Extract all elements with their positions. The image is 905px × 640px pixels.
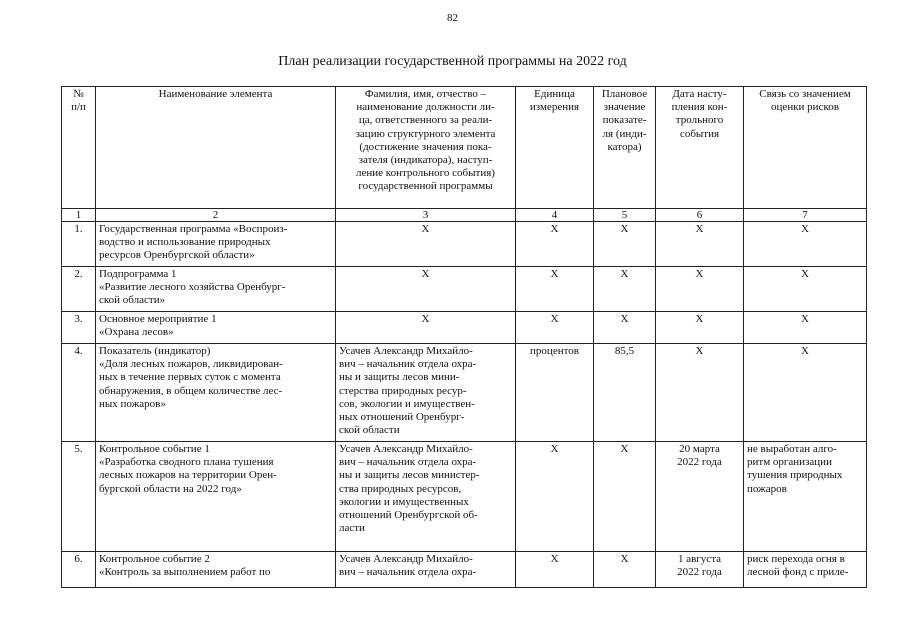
- cell-event-date: [656, 312, 744, 344]
- cell-responsible-line: ны и защиты лесов мини-: [339, 371, 460, 384]
- cell-responsible-line: Усачев Александр Михайло-: [339, 553, 473, 565]
- header-text-line: катора): [607, 140, 642, 153]
- cell-responsible-line: X: [421, 223, 430, 235]
- header-text-line: значение: [603, 101, 646, 114]
- cell-planned-value-line: X: [620, 223, 629, 235]
- cell-unit: [516, 442, 594, 552]
- header-cell-number: [62, 87, 96, 209]
- cell-number-line: 3.: [74, 313, 83, 325]
- column-number: 4: [516, 209, 594, 222]
- column-number: 3: [336, 209, 516, 222]
- header-cell-element-name: [96, 87, 336, 209]
- cell-unit: [516, 267, 594, 312]
- header-text-line: наименование должности ли-: [356, 101, 495, 114]
- cell-event-date-line: X: [695, 313, 704, 325]
- table-row: [62, 442, 867, 552]
- cell-unit-line: X: [550, 553, 559, 565]
- header-text-line: (достижение значения пока-: [359, 140, 492, 153]
- header-text-line: зацию структурного элемента: [355, 127, 496, 140]
- cell-unit-line: X: [550, 268, 559, 280]
- cell-responsible-line: X: [421, 313, 430, 325]
- cell-event-date-line: 2022 года: [677, 566, 722, 579]
- header-text-line: Плановое: [601, 88, 648, 100]
- cell-risk-link-line: пожаров: [747, 482, 787, 495]
- cell-planned-value-line: X: [620, 268, 629, 280]
- cell-element-name: [96, 344, 336, 442]
- cell-responsible-line: вич – начальник отдела охра-: [339, 456, 477, 469]
- header-text-line: Связь со значением: [759, 88, 851, 100]
- column-number: 5: [594, 209, 656, 222]
- cell-element-name-line: Контрольное событие 2: [99, 553, 210, 565]
- cell-risk-link: [744, 267, 867, 312]
- cell-element-name-line: Подпрограмма 1: [99, 268, 177, 280]
- header-text-line: №: [73, 88, 84, 100]
- cell-responsible-line: вич – начальник отдела охра-: [339, 358, 477, 371]
- header-text-line: государственной программы: [358, 180, 493, 193]
- header-text-line: показате-: [602, 114, 647, 127]
- page-number: 82: [447, 12, 458, 24]
- cell-event-date: [656, 344, 744, 442]
- column-number: 6: [656, 209, 744, 222]
- cell-planned-value: [594, 312, 656, 344]
- cell-element-name: [96, 312, 336, 344]
- cell-event-date: [656, 442, 744, 552]
- cell-responsible-line: сов, экологии и имуществен-: [339, 397, 475, 410]
- header-text-line: ление контрольного события): [356, 167, 495, 180]
- cell-element-name-line: Показатель (индикатор): [99, 345, 211, 357]
- cell-element-name-line: водство и использование природных: [99, 236, 271, 249]
- cell-risk-link: [744, 222, 867, 267]
- cell-event-date: [656, 552, 744, 588]
- cell-element-name-line: ресурсов Оренбургской области»: [99, 249, 255, 262]
- cell-element-name-line: Контрольное событие 1: [99, 443, 210, 455]
- cell-number: [62, 442, 96, 552]
- cell-element-name-line: обнаружения, в общем количестве лес-: [99, 384, 283, 397]
- header-row: [62, 87, 867, 209]
- header-text-line: оценки рисков: [771, 101, 839, 114]
- cell-unit-line: процентов: [530, 345, 579, 357]
- cell-event-date: [656, 222, 744, 267]
- cell-risk-link-line: лесной фонд с приле-: [747, 566, 849, 579]
- cell-responsible-line: ны и защиты лесов министер-: [339, 469, 480, 482]
- cell-element-name-line: Государственная программа «Воспроиз-: [99, 223, 288, 235]
- header-cell-risk-link: [744, 87, 867, 209]
- cell-element-name: [96, 552, 336, 588]
- cell-responsible: [336, 222, 516, 267]
- column-number: 1: [62, 209, 96, 222]
- cell-planned-value: [594, 267, 656, 312]
- cell-event-date-line: X: [695, 223, 704, 235]
- cell-risk-link-line: тушения природных: [747, 469, 843, 482]
- cell-risk-link-line: X: [801, 313, 809, 325]
- cell-risk-link-line: ритм организации: [747, 456, 832, 469]
- cell-number: [62, 344, 96, 442]
- cell-responsible: [336, 442, 516, 552]
- cell-element-name-line: бургской области на 2022 год»: [99, 482, 242, 495]
- cell-number: [62, 267, 96, 312]
- cell-responsible-line: Усачев Александр Михайло-: [339, 443, 473, 455]
- cell-risk-link-line: X: [801, 345, 809, 357]
- header-text-line: зателя (индикатора), наступ-: [358, 154, 493, 167]
- cell-event-date-line: X: [695, 345, 704, 357]
- header-text-line: пления кон-: [671, 101, 728, 114]
- document-title: План реализации государственной программы на 2022 год: [278, 54, 627, 69]
- header-text-line: Дата насту-: [672, 88, 727, 100]
- header-text-line: ля (инди-: [602, 127, 647, 140]
- cell-element-name: [96, 267, 336, 312]
- cell-event-date-line: 1 августа: [677, 553, 722, 565]
- cell-risk-link-line: X: [801, 268, 809, 280]
- cell-responsible-line: стерства природных ресур-: [339, 384, 467, 397]
- cell-element-name-line: «Доля лесных пожаров, ликвидирован-: [99, 358, 283, 371]
- cell-planned-value: [594, 344, 656, 442]
- header-text-line: Единица: [534, 88, 575, 100]
- cell-element-name-line: «Развитие лесного хозяйства Оренбург-: [99, 281, 286, 294]
- cell-event-date-line: 20 марта: [679, 443, 720, 455]
- cell-risk-link: [744, 552, 867, 588]
- cell-risk-link-line: не выработан алго-: [747, 443, 837, 455]
- cell-number-line: 2.: [74, 268, 83, 280]
- cell-responsible-line: ства природных ресурсов,: [339, 482, 462, 495]
- column-number: 7: [744, 209, 867, 222]
- header-text-line: измерения: [529, 101, 580, 114]
- cell-element-name-line: ской области»: [99, 294, 166, 307]
- header-text-line: Фамилия, имя, отчество –: [364, 88, 487, 100]
- cell-number: [62, 222, 96, 267]
- cell-responsible-line: X: [421, 268, 430, 280]
- cell-risk-link: [744, 344, 867, 442]
- header-text-line: п/п: [71, 101, 86, 114]
- cell-responsible-line: вич – начальник отдела охра-: [339, 566, 477, 579]
- column-number: 2: [96, 209, 336, 222]
- cell-planned-value-line: X: [620, 443, 629, 455]
- cell-number-line: 1.: [74, 223, 83, 235]
- plan-table: [61, 86, 867, 588]
- cell-unit: [516, 552, 594, 588]
- header-text-line: трольного: [675, 114, 724, 127]
- cell-planned-value-line: X: [620, 313, 629, 325]
- cell-unit-line: X: [550, 313, 559, 325]
- cell-number: [62, 552, 96, 588]
- cell-element-name-line: ных в течение первых суток с момента: [99, 371, 281, 384]
- cell-unit-line: X: [550, 443, 559, 455]
- cell-element-name-line: лесных пожаров на территории Орен-: [99, 469, 277, 482]
- cell-risk-link: [744, 312, 867, 344]
- header-cell-planned-value: [594, 87, 656, 209]
- cell-event-date: [656, 267, 744, 312]
- cell-element-name-line: «Охрана лесов»: [99, 326, 174, 339]
- table-row: [62, 344, 867, 442]
- cell-planned-value: [594, 442, 656, 552]
- column-numbers-row: [62, 209, 867, 222]
- cell-element-name: [96, 442, 336, 552]
- cell-responsible-line: ской области: [339, 424, 400, 437]
- cell-unit-line: X: [550, 223, 559, 235]
- cell-planned-value: [594, 222, 656, 267]
- cell-element-name-line: Основное мероприятие 1: [99, 313, 217, 325]
- header-text-line: ца, ответственного за реали-: [358, 114, 493, 127]
- cell-responsible-line: экологии и имущественных: [339, 495, 469, 508]
- cell-responsible: [336, 344, 516, 442]
- cell-number: [62, 312, 96, 344]
- header-text-line: Наименование элемента: [158, 88, 273, 100]
- header-text-line: события: [679, 127, 720, 140]
- cell-planned-value: [594, 552, 656, 588]
- cell-risk-link-line: X: [801, 223, 809, 235]
- cell-planned-value-line: 85,5: [614, 345, 635, 357]
- table-body: [62, 222, 867, 588]
- table-row: [62, 312, 867, 344]
- cell-risk-link: [744, 442, 867, 552]
- cell-responsible: [336, 267, 516, 312]
- cell-element-name: [96, 222, 336, 267]
- header-cell-unit: [516, 87, 594, 209]
- header-cell-responsible: [336, 87, 516, 209]
- cell-element-name-line: «Разработка сводного плана тушения: [99, 456, 274, 469]
- cell-element-name-line: ных пожаров»: [99, 397, 166, 410]
- cell-unit: [516, 344, 594, 442]
- cell-element-name-line: «Контроль за выполнением работ по: [99, 566, 271, 579]
- cell-risk-link-line: риск перехода огня в: [747, 553, 845, 565]
- cell-responsible-line: Усачев Александр Михайло-: [339, 345, 473, 357]
- cell-unit: [516, 312, 594, 344]
- cell-planned-value-line: X: [620, 553, 629, 565]
- cell-number-line: 5.: [74, 443, 83, 455]
- cell-responsible-line: ных отношений Оренбург-: [339, 411, 465, 424]
- header-cell-event-date: [656, 87, 744, 209]
- cell-responsible: [336, 552, 516, 588]
- table-row: [62, 552, 867, 588]
- cell-event-date-line: 2022 года: [677, 456, 722, 469]
- table-row: [62, 222, 867, 267]
- cell-event-date-line: X: [695, 268, 704, 280]
- cell-responsible: [336, 312, 516, 344]
- table-row: [62, 267, 867, 312]
- cell-responsible-line: отношений Оренбургской об-: [339, 509, 478, 522]
- cell-number-line: 4.: [74, 345, 83, 357]
- cell-responsible-line: ласти: [339, 522, 365, 535]
- cell-unit: [516, 222, 594, 267]
- cell-number-line: 6.: [74, 553, 83, 565]
